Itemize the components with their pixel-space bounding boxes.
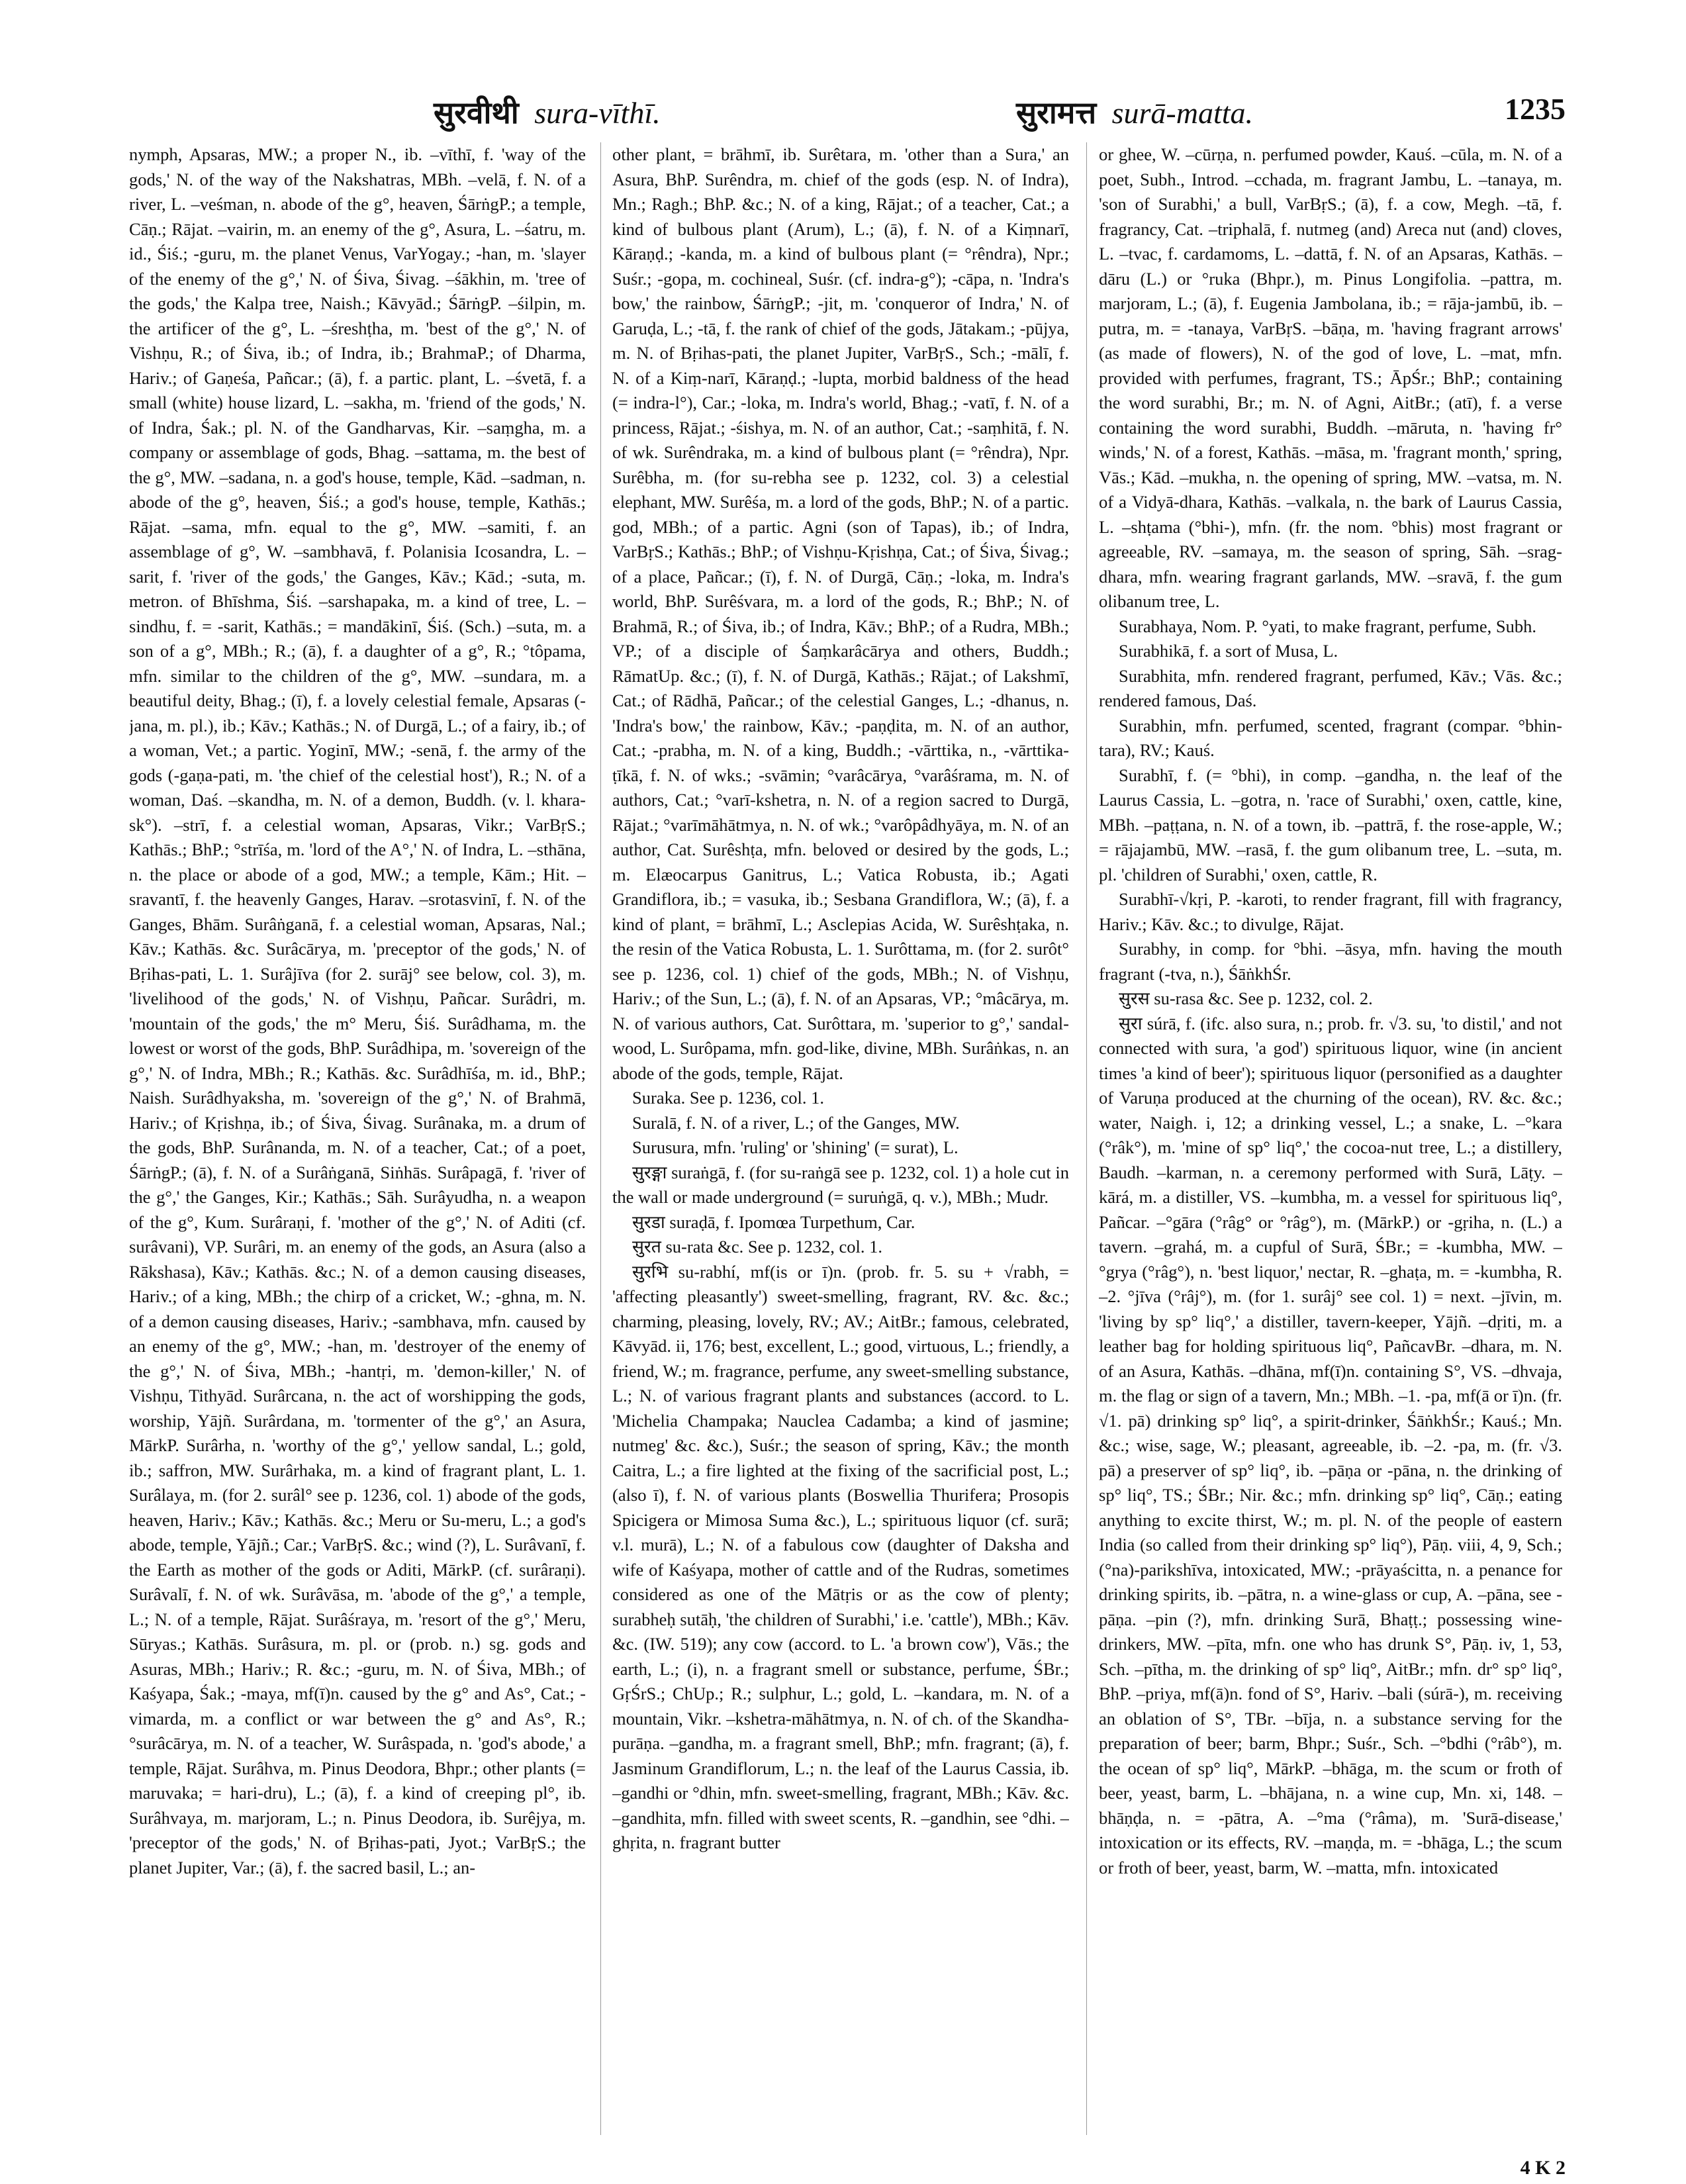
dictionary-entry: or ghee, W. –cūrṇa, n. perfumed powder, Kauś. –cūla, m. N. of a poet, Subh., Introd. –cchada, m. fragrant Jambu, L. –tanaya, m. 'son of Surabhi,' a bull, VarBṛS.; (ā), f. a cow, Megh. –tā, f. fragrancy, Cat. –triphalā, f. nutmeg (and) Areca nut (and) cloves, L. –tvac, f. cardamoms, L. –dattā, f. N. of an Apsaras, Kathās. –dāru (L.) or °ruka (Bhpr.), m. Pinus Longifolia. –pattra, m. marjoram, L.; (ā), f. Eugenia Jambolana, ib.; = rāja-jambū, ib. –putra, m. = -tanaya, VarBṛS. –bāṇa, m. 'having fragrant arrows' (as made of flowers), N. of the god of love, L. –mat, mfn. provided with perfumes, fragrant, TS.; ĀpŚr.; BhP.; containing the word surabhi, Br.; m. N. of Agni, AitBr.; (atī), f. a verse containing the word surabhi, Buddh. –māruta, n. 'having fr° winds,' N. of a forest, Kathās. –māsa, m. 'fragrant month,' spring, Vās.; Kād. –mukha, n. the opening of spring, MW. –vatsa, m. N. of a Vidyā-dhara, Kathās. –valkala, n. the bark of Laurus Cassia, L. –shṭama (°bhi-), mfn. (fr. the nom. °bhis) most fragrant or agreeable, RV. –samaya, m. the season of spring, Sāh. –srag-dhara, mfn. wearing fragrant garlands, MW. –sravā, f. the gum olibanum tree, L. — [1099, 144, 1562, 611]
dictionary-entry: सुरा súrā, f. (ifc. also sura, n.; prob. fr. √3. su, 'to distil,' and not connected with sura, 'a god') spirituous liquor, wine (in ancient times 'a kind of beer'); spirituous liquor (personified as a daughter of Varuṇa produced at the churning of the ocean), RV. &c. &c.; water, Naigh. i, 12; a drinking vessel, L.; a snake, L. –°kara (°râk°), m. 'mine of sp° liq°,' the cocoa-nut tree, L.; a distillery, Baudh. –karman, n. a ceremony performed with Surā, Lāṭy. –kārá, m. a distiller, VS. –kumbha, m. a vessel for spirituous liq°, Pañcar. –°gāra (°râg° or °râg°), m. (MārkP.) or -gṛiha, n. (L.) a tavern. –grahá, m. a cupful of Surā, ŚBr.; = -kumbha, MW. –°grya (°râg°), n. 'best liquor,' nectar, R. –ghaṭa, m. = -kumbha, R. –2. °jīva (°râj°), m. (for 1. surâj° see col. 1) = next. –jīvin, m. 'living by sp° liq°,' a distiller, tavern-keeper, Yājñ. –dṛiti, m. a leather bag for holding spirituous liq°, PañcavBr. –dhara, m. N. of an Asura, Kathās. –dhāna, mf(ī)n. containing S°, VS. –dhvaja, m. the flag or sign of a tavern, Mn.; MBh. –1. -pa, mf(ā or ī)n. (fr. √1. pā) drinking sp° liq°, a spirit-drinker, ŚāṅkhŚr.; Kauś.; Mn. &c.; wise, sage, W.; pleasant, agreeable, ib. –2. -pa, m. (fr. √3. pā) a preserver of sp° liq°, ib. –pāṇa or -pāna, n. the drinking of sp° liq°, TS.; ŚBr.; Nir. &c.; mfn. drinking sp° liq°, Cāṇ.; eating anything to excite thirst, W.; m. pl. N. of the people of eastern India (so called from their drinking sp° liq°), Pāṇ. viii, 4, 9, Sch.; (°na)-parikshīva, intoxicated, MW.; -prāyaścitta, n. a penance for drinking spirits, ib. –pātra, n. a wine-glass or cup, A. –pāna, see -pāṇa. –pin (?), mfn. drinking Surā, Bhaṭṭ.; possessing wine-drinkers, MW. –pīta, mfn. one who has drunk S°, Pāṇ. iv, 1, 53, Sch. –pītha, m. the drinking of sp° liq°, AitBr.; mfn. dr° sp° liq°, BhP. –priya, mf(ā)n. fond of S°, Hariv. –bali (súrā-), m. receiving an oblation of S°, TBr. –bīja, n. a substance serving for the preparation of beer; barm, Bhpr.; Suśr., Sch. –°bdhi (°râb°), m. the ocean of sp° liq°, MārkP. –bhāga, m. the scum or froth of beer, yeast, barm, L. –bhājana, n. a wine cup, Mn. xi, 148. –bhāṇḍa, n. = -pātra, A. –°ma (°râma), m. 'Surā-disease,' intoxication or its effects, RV. –maṇḍa, m. = -bhāga, L.; the scum or froth of beer, yeast, barm, W. –matta, mfn. intoxicated — [1099, 1013, 1562, 1877]
column-divider-1 — [600, 142, 601, 2135]
text-column-2 — [612, 142, 1069, 2135]
header-left-entry — [434, 91, 661, 132]
dictionary-entry: Surabhita, mfn. rendered fragrant, perfumed, Kāv.; Vās. &c.; rendered famous, Daś. — [1099, 665, 1562, 710]
dictionary-entry: Surabhikā, f. a sort of Musa, L. — [1119, 641, 1338, 661]
dictionary-entry: सुरत su-rata &c. See p. 1232, col. 1. — [632, 1237, 882, 1257]
dictionary-entry: सुरस su-rasa &c. See p. 1232, col. 2. — [1119, 988, 1373, 1008]
dictionary-entry: सुरङ्गा suraṅgā, f. (for su-raṅgā see p. 1232, col. 1) a hole cut in the wall or made underground (= suruṅgā, q. v.), MBh.; Mudr. — [612, 1162, 1069, 1207]
dictionary-entry: Suralā, f. N. of a river, L.; of the Ganges, MW. — [632, 1112, 960, 1133]
dictionary-entry: Surabhin, mfn. perfumed, scented, fragrant (compar. °bhin-tara), RV.; Kauś. — [1099, 715, 1562, 760]
dictionary-entry: other plant, = brāhmī, ib. Surêtara, m. 'other than a Sura,' an Asura, BhP. Surêndra, m. chief of the gods (esp. N. of Indra), Mn.; Ragh.; BhP. &c.; N. of a king, Rājat.; of a teacher, Cat.; a kind of bulbous plant (Arum), L.; (ā), f. N. of a Kiṃnarī, Kāraṇḍ.; -kanda, m. a kind of bulbous plant (= °rêndra), Npr.; Suśr.; -gopa, m. cochineal, Suśr. (cf. indra-g°); -cāpa, n. 'Indra's bow,' the rainbow, ŚārṅgP.; -jit, m. 'conqueror of Indra,' N. of Garuḍa, L.; -tā, f. the rank of chief of the gods, Jātakam.; -pūjya, m. N. of Bṛihas-pati, the planet Jupiter, VarBṛS., Sch.; -mālī, f. N. of a Kiṃ-narī, Kāraṇḍ.; -lupta, morbid baldness of the head (= indra-l°), Car.; -loka, m. Indra's world, Bhag.; -vatī, f. N. of a princess, Rājat.; -śishya, m. N. of an author, Cat.; -saṃhitā, f. N. of wk. Surêndraka, m. a kind of bulbous plant (= °rêndra), Npr. Surêbha, m. (for su-rebha see p. 1232, col. 3) a celestial elephant, MW. Surêśa, m. a lord of the gods, BhP.; N. of a partic. god, MBh.; of a partic. Agni (son of Tapas), ib.; of Indra, VarBṛS.; Kathās.; BhP.; of Vishṇu-Kṛishṇa, Cat.; of Śiva, Śivag.; of a place, Pañcar.; (ī), f. N. of Durgā, Cāṇ.; -loka, m. Indra's world, BhP. Surêśvara, m. a lord of the gods, R.; BhP.; N. of Brahmā, R.; of Śiva, ib.; of Indra, Kāv.; BhP.; of a Rudra, MBh.; VP.; of a disciple of Śaṃkarâcārya and others, Buddh.; RāmatUp. &c.; (ī), f. N. of Durgā, Kathās.; Rājat.; of Lakshmī, Cat.; of Rādhā, Pañcar.; of the celestial Ganges, L.; -dhanus, n. 'Indra's bow,' the rainbow, Kāv.; -paṇḍita, m. N. of an author, Cat.; -prabha, m. N. of a king, Buddh.; -vārttika, n., -vārttika-ṭīkā, f. N. of wks.; -svāmin; °varâcārya, °varâśrama, m. N. of authors, Cat.; °varī-kshetra, n. N. of a region sacred to Durgā, Rājat.; °varīmāhātmya, n. N. of wk.; °varôpâdhyāya, m. N. of an author, Cat. Surêshṭa, mfn. beloved or desired by the gods, L.; m. Elæocarpus Ganitrus, L.; Vatica Robusta, ib.; Agati Grandiflora, ib.; = vasuka, ib.; Sesbana Grandiflora, W.; (ā), f. a kind of plant, = brāhmī, L.; Asclepias Acida, W. Surêshṭaka, n. the resin of the Vatica Robusta, L. 1. Surôttama, m. (for 2. surôt° see p. 1236, col. 1) chief of the gods, MBh.; N. of Vishṇu, Hariv.; of the Sun, L.; (ā), f. N. of an Apsaras, VP.; °mâcārya, m. N. of various authors, Cat. Surôttara, m. 'superior to g°,' sandal-wood, L. Surôpama, mfn. god-like, divine, MBh. Surâṅkas, n. an abode of the gods, temple, Rājat. — [612, 144, 1069, 1083]
text-column-1 — [129, 142, 586, 2135]
header-left-translit: sura-vīthī. — [534, 96, 661, 130]
dictionary-entry: Surabhī-√kṛi, P. -karoti, to render fragrant, fill with fragrancy, Hariv.; Kāv. &c.; to divulge, Rājat. — [1099, 889, 1562, 934]
dictionary-entry: Surabhī, f. (= °bhi), in comp. –gandha, n. the leaf of the Laurus Cassia, L. –gotra, n. 'race of Surabhi,' oxen, cattle, kine, MBh. –paṭṭana, n. N. of a town, ib. –pattrā, f. the rose-apple, W.; = rājajambū, MW. –rasā, f. the gum olibanum tree, L. –suta, m. pl. 'children of Surabhi,' oxen, cattle, R. — [1099, 765, 1562, 884]
dictionary-entry: Surabhy, in comp. for °bhi. –āsya, mfn. having the mouth fragrant (-tva, n.), ŚāṅkhŚr. — [1099, 939, 1562, 984]
page-number: 1235 — [1505, 92, 1566, 126]
dictionary-entry: सुरभि su-rabhí, mf(is or ī)n. (prob. fr. 5. su + √rabh, = 'affecting pleasantly') sweet-smelling, fragrant, RV. &c. &c.; charming, pleasing, lovely, RV.; AV.; AitBr.; famous, celebrated, Kāvyād. ii, 176; best, excellent, L.; good, virtuous, L.; friendly, a friend, W.; m. fragrance, perfume, any sweet-smelling substance, L.; N. of various fragrant plants and substances (accord. to L. 'Michelia Champaka; Nauclea Cadamba; a kind of jasmine; nutmeg' &c. &c.), Suśr.; the season of spring, Kāv.; the month Caitra, L.; a fire lighted at the fixing of the sacrificial post, L.; (also ī), f. N. of various plants (Boswellia Thurifera; Prosopis Spicigera or Mimosa Suma &c.), L.; spirituous liquor (cf. surā; v.l. murā), L.; N. of a fabulous cow (daughter of Daksha and wife of Kaśyapa, mother of cattle and of the Rudras, sometimes considered as one of the Mātṛis or as the cow of plenty; surabheḥ sutāḥ, 'the children of Surabhi,' i.e. 'cattle'), MBh.; Kāv. &c. (IW. 519); any cow (accord. to L. 'a brown cow'), Vās.; the earth, L.; (i), n. a fragrant smell or substance, perfume, ŚBr.; GṛŚrS.; ChUp.; R.; sulphur, L.; gold, L. –kandara, m. N. of a mountain, Vikr. –kshetra-māhātmya, n. N. of ch. of the Skandha-purāṇa. –gandha, m. a fragrant smell, BhP.; mfn. fragrant; (ā), f. Jasminum Grandiflorum, L.; n. the leaf of the Laurus Cassia, ib. –gandhi or °dhin, mfn. sweet-smelling, fragrant, MBh.; Kāv. &c. –gandhita, mfn. filled with sweet scents, R. –gandhin, see °dhi. –ghṛita, n. fragrant butter — [612, 1261, 1069, 1852]
column-divider-2 — [1086, 142, 1087, 2135]
dictionary-entry: Surabhaya, Nom. P. °yati, to make fragrant, perfume, Subh. — [1119, 616, 1536, 636]
header-mid-translit: surā-matta. — [1111, 96, 1254, 130]
running-header — [129, 91, 1566, 131]
dictionary-entry: nymph, Apsaras, MW.; a proper N., ib. –vīthī, f. 'way of the gods,' N. of the way of the Nakshatras, MBh. –velā, f. N. of a river, L. –veśman, n. abode of the g°, heaven, ŚārṅgP.; a temple, Cāṇ.; Rājat. –vairin, m. an enemy of the g°, Asura, L. –śatru, m. id., Śiś.; -guru, m. the planet Venus, VarYogay.; -han, m. 'slayer of the enemy of the g°,' N. of Śiva, Śivag. –śākhin, m. 'tree of the gods,' the Kalpa tree, Naish.; Kāvyād.; ŚārṅgP. –śilpin, m. the artificer of the g°, L. –śreshṭha, m. 'best of the g°,' N. of Vishṇu, R.; of Śiva, ib.; of Indra, ib.; BrahmaP.; of Dharma, Hariv.; of Gaṇeśa, Pañcar.; (ā), f. a partic. plant, L. –śvetā, f. a small (white) house lizard, L. –sakha, m. 'friend of the gods,' N. of Indra, Śak.; pl. N. of the Gandharvas, Kir. –saṃgha, m. a company or assemblage of gods, Bhag. –sattama, m. the best of the g°, MW. –sadana, n. a god's house, temple, Kād. –sadman, n. abode of the g°, heaven, Śiś.; a god's house, temple, Kathās.; Rājat. –sama, mfn. equal to the g°, MW. –samiti, f. an assemblage of g°, W. –sambhavā, f. Polanisia Icosandra, L. –sarit, f. 'river of the gods,' the Ganges, Kāv.; Kād.; -suta, m. metron. of Bhīshma, Śiś. –sarshapaka, m. a kind of tree, L. –sindhu, f. = -sarit, Kathās.; = mandākinī, Śiś. (Sch.) –suta, m. a son of a g°, MBh.; R.; (ā), f. a daughter of a g°, R.; °tôpama, mfn. similar to the children of the g°, MW. –sundara, m. a beautiful deity, Bhag.; (ī), f. a lovely celestial female, Apsaras (-jana, m. pl.), ib.; Kāv.; Kathās.; N. of Durgā, L.; of a fairy, ib.; of a woman, Vet.; a partic. Yoginī, MW.; -senā, f. the army of the gods (-gaṇa-pati, m. 'the chief of the celestial host'), R.; N. of a woman, Daś. –skandha, m. N. of a demon, Buddh. (v. l. khara-sk°). –strī, f. a celestial woman, Apsaras, Vikr.; VarBṛS.; Kathās.; BhP.; °strīśa, m. 'lord of the A°,' N. of Indra, L. –sthāna, n. the place or abode of a god, MW.; a temple, Kām.; Hit. –sravantī, f. the heavenly Ganges, Harav. –srotasvinī, f. N. of the Ganges, Bhām. Surâṅganā, f. a celestial woman, Apsaras, Nal.; Kāv.; Kathās. &c. Surâcārya, m. 'preceptor of the gods,' N. of Bṛihas-pati, L. 1. Surâjīva (for 2. surāj° see below, col. 3), m. 'livelihood of the gods,' N. of Vishṇu, Pañcar. Surâdri, m. 'mountain of the gods,' the m° Meru, Śiś. Surâdhama, m. the lowest or worst of the gods, BhP. Surâdhipa, m. 'sovereign of the g°,' N. of Indra, MBh.; R.; Kathās. &c. Surâdhīśa, m. id., BhP.; Naish. Surâdhyaksha, m. 'sovereign of the g°,' N. of Brahmā, Hariv.; of Kṛishṇa, ib.; of Śiva, Śivag. Surânaka, m. a drum of the gods, BhP. Surânanda, m. N. of a teacher, Cat.; of a poet, ŚārṅgP.; (ā), f. N. of a Surâṅganā, Siṅhās. Surâpagā, f. 'river of the g°,' the Ganges, Kir.; Kathās.; Sāh. Surâyudha, n. a weapon of the g°, Kum. Surâraṇi, f. 'mother of the g°,' N. of Aditi (cf. surâvani), VP. Surâri, m. an enemy of the gods, an Asura (also a Rākshasa), Kāv.; Kathās. &c.; N. of a demon causing diseases, Hariv.; of a king, MBh.; the chirp of a cricket, W.; -ghna, m. N. of a demon causing diseases, Hariv.; -sambhava, mfn. caused by an enemy of the g°, MW.; -han, m. 'destroyer of the enemy of the g°,' N. of Śiva, MBh.; -hantṛi, m. 'demon-killer,' N. of Vishṇu, Tithyād. Surârcana, n. the act of worshipping the gods, worship, Yājñ. Surârdana, m. 'tormenter of the g°,' an Asura, MārkP. Surârha, n. 'worthy of the g°,' yellow sandal, L.; gold, ib.; saffron, MW. Surârhaka, m. a kind of fragrant plant, L. 1. Surâlaya, m. (for 2. surâl° see p. 1236, col. 1) abode of the gods, heaven, Hariv.; Kāv.; Kathās. &c.; Meru or Su-meru, L.; a god's abode, temple, Yājñ.; Car.; VarBṛS. &c.; wind (?), L. Surâvanī, f. the Earth as mother of the gods or Aditi, MārkP. (cf. surâraṇi). Surâvalī, f. N. of wk. Surâvāsa, m. 'abode of the g°,' a temple, L.; N. of a temple, Rājat. Surâśraya, m. 'resort of the g°,' Meru, Sūryas.; Kathās. Surâsura, m. pl. or (prob. n.) sg. gods and Asuras, MBh.; Hariv.; R. &c.; -guru, m. N. of Śiva, MBh.; of Kaśyapa, Śak.; -maya, mf(ī)n. caused by the g° and As°, Cat.; -vimarda, m. a conflict or war between the g° and As°, R.; °surâcārya, m. N. of a teacher, W. Surâspada, n. 'god's abode,' a temple, Rājat. Surâhva, m. Pinus Deodora, Bhpr.; other plants (= maruvaka; = hari-dru), L.; (ā), f. a kind of creeping pl°, ib. Surâhvaya, m. marjoram, L.; n. Pinus Deodora, ib. Surêjya, m. 'preceptor of the gods,' N. of Bṛihas-pati, Jyot.; VarBṛS.; the planet Jupiter, Var.; (ā), f. the sacred basil, L.; an- — [129, 144, 586, 1877]
dictionary-entry: सुरडा suraḍā, f. Ipomœa Turpethum, Car. — [632, 1211, 915, 1232]
text-column-3 — [1099, 142, 1562, 2135]
header-mid-devanagari: सुरामत्त — [1016, 95, 1097, 130]
header-left-devanagari: सुरवीथी — [434, 95, 519, 130]
header-right-entry — [1016, 91, 1253, 132]
dictionary-entry: Suraka. See p. 1236, col. 1. — [632, 1088, 824, 1108]
signature-mark: 4 K 2 — [1520, 2157, 1566, 2179]
dictionary-entry: Surusura, mfn. 'ruling' or 'shining' (= surat), L. — [632, 1137, 959, 1157]
